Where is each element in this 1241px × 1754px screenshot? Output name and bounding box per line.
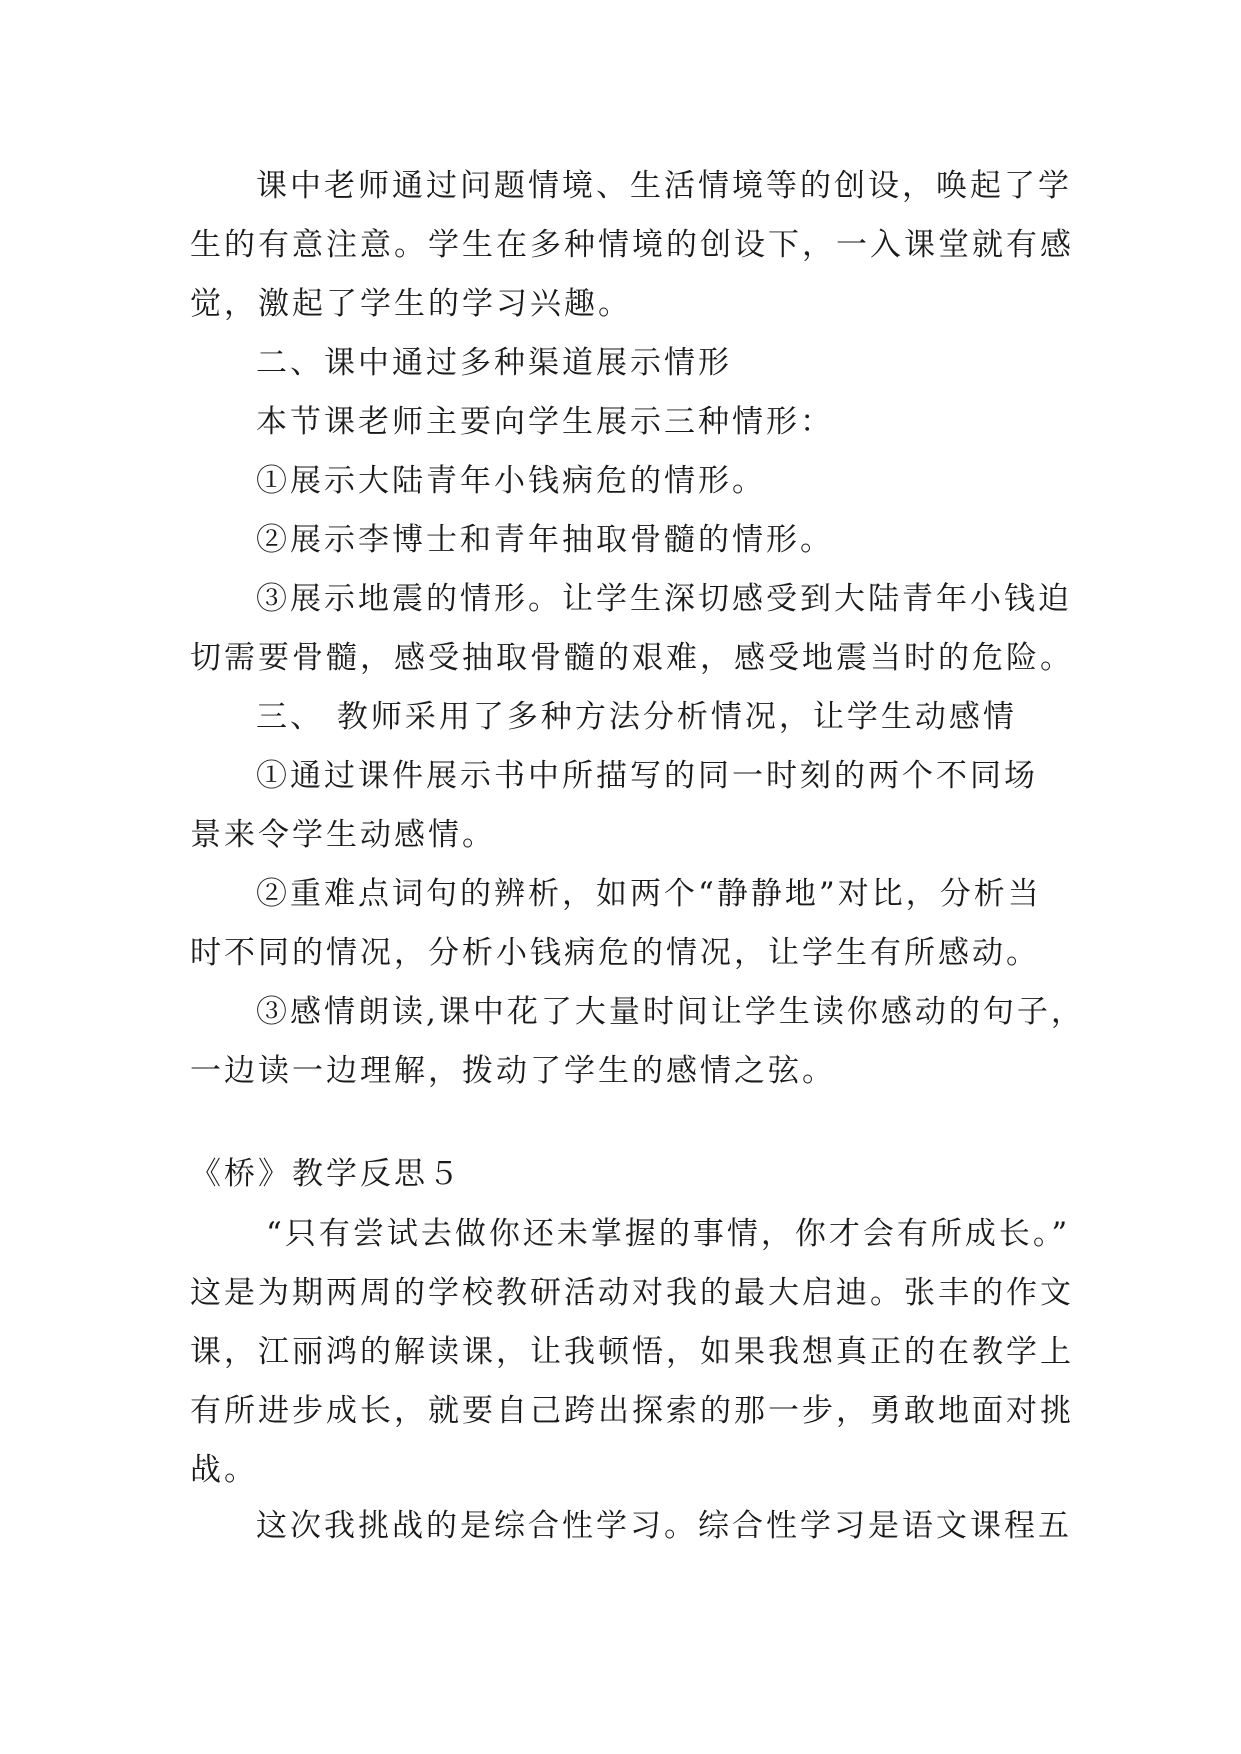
text-line: ②重难点词句的辨析，如两个“静静地”对比，分析当	[256, 876, 1042, 912]
text-line: 觉，激起了学生的学习兴趣。	[190, 286, 632, 322]
text-line: 景来令学生动感情。	[190, 817, 496, 853]
text-line: 这是为期两周的学校教研活动对我的最大启迪。张丰的作文	[190, 1275, 1074, 1311]
text-line: 生的有意注意。学生在多种情境的创设下，一入课堂就有感	[190, 227, 1074, 263]
section-heading	[190, 334, 1070, 393]
list-item	[190, 570, 1074, 688]
paragraph	[190, 1205, 1074, 1500]
article-title	[190, 1145, 1070, 1204]
list-item	[190, 865, 1070, 983]
list-item	[190, 452, 1070, 511]
text-line: 战。	[190, 1452, 258, 1488]
list-item	[190, 747, 1070, 865]
text-line: 时不同的情况，分析小钱病危的情况，让学生有所感动。	[190, 935, 1040, 971]
text-line: 课，江丽鸿的解读课，让我顿悟，如果我想真正的在教学上	[190, 1334, 1074, 1370]
section-heading	[190, 688, 1070, 747]
text-line: ②展示李博士和青年抽取骨髓的情形。	[256, 522, 834, 558]
paragraph	[190, 157, 1074, 334]
text-line: 课中老师通过问题情境、生活情境等的创设，唤起了学	[256, 168, 1072, 204]
text-line: 本节课老师主要向学生展示三种情形：	[256, 404, 834, 440]
text-line: ③展示地震的情形。让学生深切感受到大陆青年小钱迫	[256, 581, 1072, 617]
text-line: 三、 教师采用了多种方法分析情况，让学生动感情	[256, 699, 1017, 735]
list-item	[190, 983, 1085, 1101]
text-line: ③感情朗读,课中花了大量时间让学生读你感动的句子，	[256, 994, 1085, 1030]
paragraph	[190, 393, 1070, 452]
list-item	[190, 511, 1070, 570]
text-line: ①通过课件展示书中所描写的同一时刻的两个不同场	[256, 758, 1038, 794]
text-line: 二、课中通过多种渠道展示情形	[256, 345, 732, 381]
text-line: 《桥》教学反思５	[190, 1156, 462, 1192]
text-line: 切需要骨髓，感受抽取骨髓的艰难，感受地震当时的危险。	[190, 640, 1074, 676]
text-line: ①展示大陆青年小钱病危的情形。	[256, 463, 766, 499]
paragraph	[190, 1497, 1070, 1556]
text-line: 一边读一边理解，拨动了学生的感情之弦。	[190, 1053, 836, 1089]
text-line: “只有尝试去做你还未掌握的事情，你才会有所成长。”	[266, 1216, 1071, 1252]
text-line: 这次我挑战的是综合性学习。综合性学习是语文课程五	[256, 1508, 1072, 1544]
text-line: 有所进步成长，就要自己跨出探索的那一步，勇敢地面对挑	[190, 1393, 1074, 1429]
